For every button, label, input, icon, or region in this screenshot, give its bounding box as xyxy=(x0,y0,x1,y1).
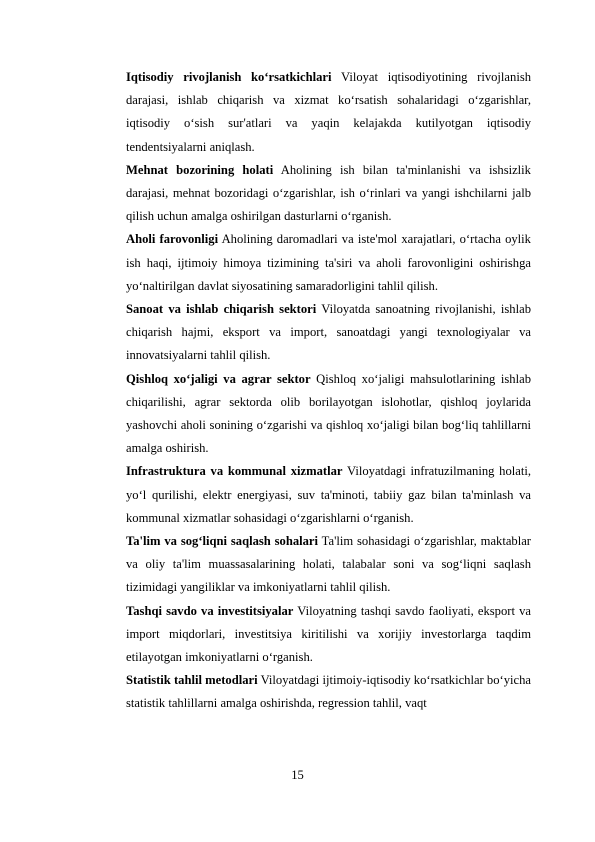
section-statistical-methods xyxy=(126,669,531,715)
section-foreign-trade xyxy=(126,600,531,670)
section-heading: Sanoat va ishlab chiqarish sektori xyxy=(126,302,317,317)
section-body: Viloyatda sanoatning rivojlanishi, ishlab chiqarish hajmi, eksport va import, sanoatdagi yangi texnologiyalar va innovatsiyalarni tahlil qilish. xyxy=(126,302,531,363)
section-body: Aholining daromadlari va iste'mol xarajatlari, o‘rtacha oylik ish haqi, ijtimoiy himoya tizimining ta'siri va aholi farovonligini oshirishga yo‘naltirilgan davlat siyosatining samaradorligini tahlil qilish. xyxy=(126,232,531,293)
section-agriculture xyxy=(126,368,531,461)
section-body: Viloyatdagi ijtimoiy-iqtisodiy ko‘rsatkichlar bo‘yicha statistik tahlillarni amalga oshirishda, regression tahlil, vaqt xyxy=(126,673,531,711)
section-heading: Qishloq xo‘jaligi va agrar sektor xyxy=(126,371,311,386)
document-page xyxy=(126,66,531,716)
section-heading: Infrastruktura va kommunal xizmatlar xyxy=(126,464,343,479)
section-industry xyxy=(126,298,531,368)
section-population-welfare xyxy=(126,228,531,298)
section-economic-development xyxy=(126,66,531,159)
section-body: Ta'lim sohasidagi o‘zgarishlar, maktablar va oliy ta'lim muassasalarining holati, talabalar soni va sog‘liqni saqlash tizimidagi yangiliklar va imkoniyatlarni tahlil qilish. xyxy=(126,534,532,595)
section-body: Qishloq xo‘jaligi mahsulotlarining ishlab chiqarilishi, agrar sektorda olib borilayotgan islohotlar, qishloq joylarida yashovchi aholi sonining o‘zgarishi va qishloq xo‘jaligi bilan bog‘liq tahlillarni amalga oshirish. xyxy=(126,371,531,456)
section-body: Aholining ish bilan ta'minlanishi va ishsizlik darajasi, mehnat bozoridagi o‘zgarishlar, ish o‘rinlari va yangi ishchilarni jalb qilish uchun amalga oshirilgan dasturlarni o‘rganish. xyxy=(126,162,531,224)
section-body: Viloyat iqtisodiyotining rivojlanish darajasi, ishlab chiqarish va xizmat ko‘rsatish sohalaridagi o‘zgarishlar, iqtisodiy o‘sish sur'atlari va yaqin kelajakda kutilyotgan iqtisodiy tendentsiyalarni aniqlash. xyxy=(126,70,532,154)
section-labor-market xyxy=(126,159,531,229)
page-number: 15 xyxy=(291,768,304,782)
section-heading: Aholi farovonligi xyxy=(126,232,219,247)
section-heading: Mehnat bozorining holati xyxy=(126,162,274,177)
section-education-health xyxy=(126,530,531,600)
section-heading: Ta'lim va sog‘liqni saqlash sohalari xyxy=(126,534,319,549)
section-heading: Tashqi savdo va investitsiyalar xyxy=(126,603,294,618)
section-body: Viloyatdagi infratuzilmaning holati, yo‘l qurilishi, elektr energiyasi, suv ta'minoti, tabiiy gaz bilan ta'minlash va kommunal xizmatlar sohasidagi o‘zgarishlarni o‘rganish. xyxy=(126,464,532,525)
section-heading: Iqtisodiy rivojlanish ko‘rsatkichlari xyxy=(126,70,332,84)
section-infrastructure xyxy=(126,460,531,530)
section-heading: Statistik tahlil metodlari xyxy=(126,673,258,688)
section-body: Viloyatning tashqi savdo faoliyati, eksport va import miqdorlari, investitsiya kiritilishi va xorijiy investorlarga taqdim etilayotgan imkoniyatlarni o‘rganish. xyxy=(126,603,532,665)
